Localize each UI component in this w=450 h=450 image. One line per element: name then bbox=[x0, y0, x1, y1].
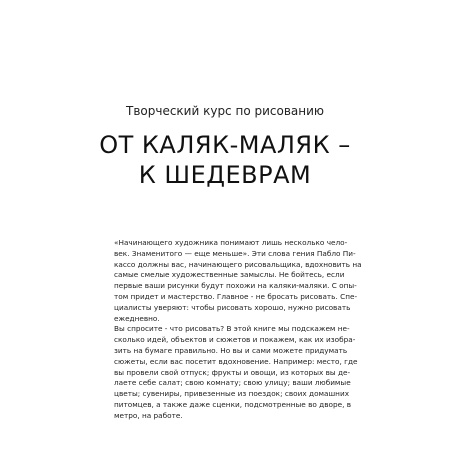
body-line: циалисты уверяют: чтобы рисовать хорошо, нужно рисовать bbox=[114, 302, 351, 312]
body-line: Вы спросите - что рисовать? В этой книге мы подскажем не- bbox=[114, 324, 350, 334]
body-line: самые смелые художественные замыслы. Не бойтесь, если bbox=[114, 270, 345, 280]
body-line: кассо должны вас, начинающего рисовальщика, вдохновить на bbox=[114, 259, 362, 269]
body-line: цветы; сувениры, привезенные из поездок; своих домашних bbox=[114, 389, 350, 399]
body-paragraphs bbox=[114, 238, 362, 422]
body-line: зить на бумаге правильно. Но вы и сами можете придумать bbox=[114, 345, 348, 355]
body-line: сюжеты, если вас посетит вдохновение. Например: место, где bbox=[114, 356, 358, 366]
body-line: том придет и мастерство. Главное - не бросать рисовать. Спе- bbox=[114, 291, 358, 301]
body-line: сколько идей, объектов и сюжетов и покажем, как их изобра- bbox=[114, 335, 356, 345]
body-line: «Начинающего художника понимают лишь несколько чело- bbox=[114, 238, 348, 247]
body-line: первые ваши рисунки будут похожи на каляки-маляки. С опы- bbox=[114, 281, 357, 291]
page-title bbox=[0, 130, 450, 190]
body-line: вы провели свой отпуск; фрукты и овощи, из которых вы де- bbox=[114, 367, 351, 377]
series-subtitle: Творческий курс по рисованию bbox=[126, 104, 324, 118]
title-line-1: ОТ КАЛЯК-МАЛЯК – bbox=[99, 131, 351, 159]
body-line: метро, на работе. bbox=[114, 410, 183, 420]
title-line-2: К ШЕДЕВРАМ bbox=[138, 161, 312, 189]
body-line: питомцев, а также даже сценки, подсмотренные во дворе, в bbox=[114, 399, 352, 409]
body-line: лаете себе салат; свою комнату; свою улицу; ваши любимые bbox=[114, 378, 351, 388]
body-line: ежедневно. bbox=[114, 313, 160, 323]
body-line: век. Знаменитого — еще меньше». Эти слова гения Пабло Пи- bbox=[114, 248, 356, 258]
